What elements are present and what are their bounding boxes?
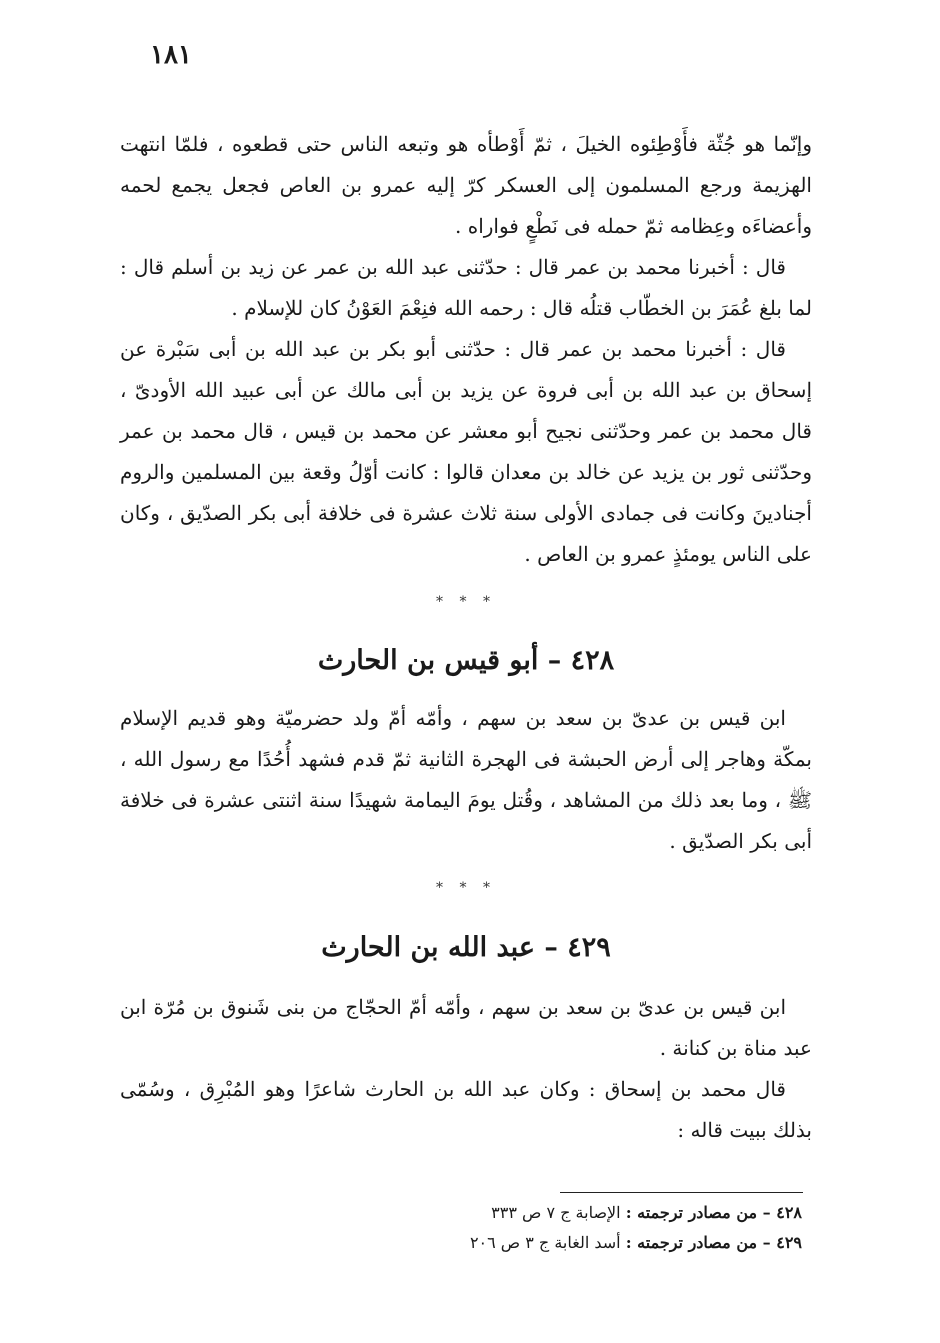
section-428-text xyxy=(120,698,812,862)
footnote-label: ٤٢٨ – من مصادر ترجمته : xyxy=(625,1203,802,1222)
section-heading-429: ٤٢٩ – عبد الله بن الحارث xyxy=(321,932,611,963)
footnote-text: الإصابة ج ٧ ص ٣٣٣ xyxy=(491,1203,621,1222)
footnote-divider xyxy=(560,1192,803,1193)
opening-text-block xyxy=(120,124,812,575)
footnote-429 xyxy=(300,1228,802,1258)
paragraph-narration-1: قال : أخبرنا محمد بن عمر قال : حدّثنى عبد الله بن عمر عن زيد بن أسلم قال : لما بلغ عُمَرَ بن الخطّاب قتلُه قال : رحمه الله فنِعْمَ العَوْنُ كان للإسلام . xyxy=(120,255,812,320)
section-428-paragraph: ابن قيس بن عدىّ بن سعد بن سهم ، وأمّه أمّ ولد حضرميّة وهو قديم الإسلام بمكّة وهاجر إلى أرض الحبشة فى الهجرة الثانية ثمّ قدم فشهد أُحُدًا مع رسول الله ، ﷺ ، وما بعد ذلك من المشاهد ، وقُتل يومَ اليمامة شهيدًا سنة اثنتى عشرة فى خلافة أبى بكر الصدّيق . xyxy=(120,706,812,853)
section-separator: * * * xyxy=(436,880,496,896)
footnotes xyxy=(300,1198,802,1258)
section-separator: * * * xyxy=(436,594,496,610)
footnote-428 xyxy=(300,1198,802,1228)
section-429-text xyxy=(120,987,812,1151)
section-429-paragraph-1: ابن قيس بن عدىّ بن سعد بن سهم ، وأمّه أمّ الحجّاج من بنى شَنوق بن مُرّة ابن عبد مناة بن كنانة . xyxy=(120,995,812,1060)
section-heading-428: ٤٢٨ – أبو قيس بن الحارث xyxy=(317,645,615,676)
page-number: ١٨١ xyxy=(150,40,192,70)
section-429-paragraph-2: قال محمد بن إسحاق : وكان عبد الله بن الحارث شاعرًا وهو المُبْرِق ، وسُمّى بذلك ببيت قاله : xyxy=(120,1077,812,1142)
footnote-label: ٤٢٩ – من مصادر ترجمته : xyxy=(625,1233,802,1252)
footnote-text: أسد الغابة ج ٣ ص ٢٠٦ xyxy=(469,1233,621,1252)
paragraph-continuation: وإنّما هو جُثّة فأَوْطِئوه الخيلَ ، ثمّ أَوْطأه هو وتبعه الناس حتى قطعوه ، فلمّا انتهت الهزيمة ورجع المسلمون إلى العسكر كرّ إليه عمرو بن العاص فجعل يجمع لحمه وأعضاءَه وعِظامه ثمّ حمله فى نَطْعٍ فواراه . xyxy=(120,132,812,238)
paragraph-narration-2: قال : أخبرنا محمد بن عمر قال : حدّثنى أبو بكر بن عبد الله بن أبى سَبْرة عن إسحاق بن عبد الله بن أبى فروة عن يزيد بن أبى مالك عن أبى عبيد الله الأودىّ ، قال محمد بن عمر وحدّثنى نجيح أبو معشر عن محمد بن قيس ، قال محمد بن عمر وحدّثنى ثور بن يزيد عن خالد بن معدان قالوا : كانت أوّلُ وقعة بين المسلمين والروم أجنادينَ وكانت فى جمادى الأولى سنة ثلاث عشرة فى خلافة أبى بكر الصدّيق ، وكان على الناس يومئذٍ عمرو بن العاص . xyxy=(120,337,812,566)
